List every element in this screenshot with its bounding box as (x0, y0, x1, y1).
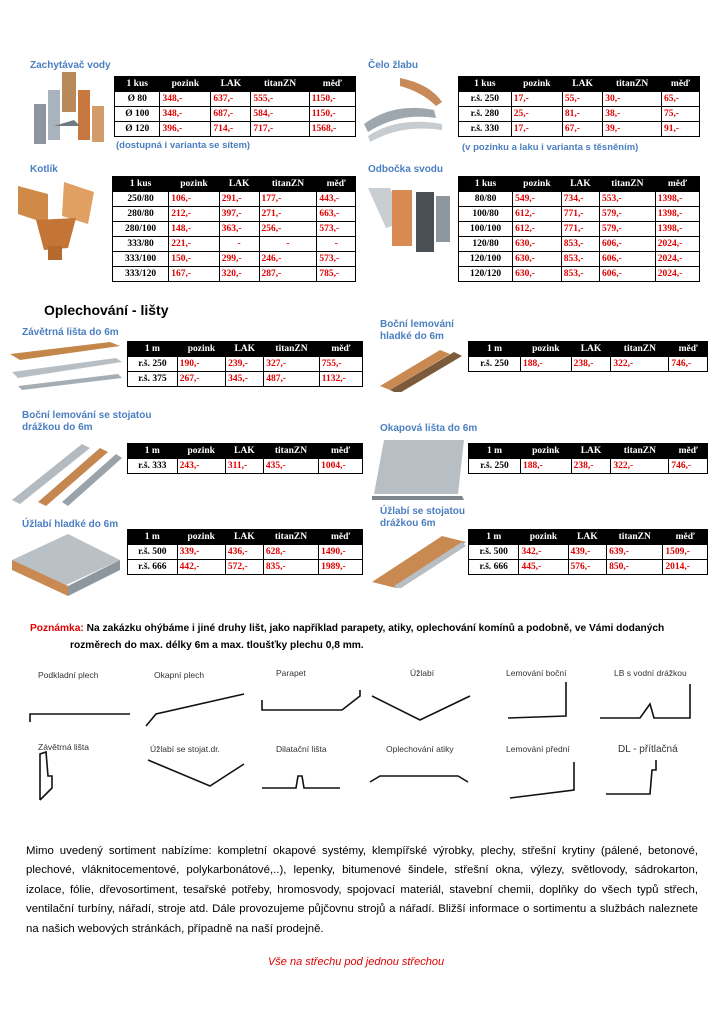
table-cell: 327,- (264, 357, 319, 372)
profile-atiky (370, 776, 468, 782)
product-image-zachytavac (28, 70, 110, 150)
table-cell: 150,- (169, 252, 220, 267)
price-table-kotlik (112, 176, 356, 282)
table-header-cell: LAK (571, 444, 611, 459)
table-header-cell: LAK (568, 530, 607, 545)
table-header-cell: LAK (211, 77, 251, 92)
profile-okapni (146, 694, 244, 726)
price-table-uzlabi-hladke (127, 529, 363, 575)
table-cell: 1568,- (309, 122, 355, 137)
table-cell: 120/120 (459, 267, 513, 282)
table-header-cell: 1 m (469, 530, 519, 545)
table-header-cell: měď (309, 77, 355, 92)
table-cell: 30,- (603, 92, 662, 107)
strip-image-okapova (370, 436, 468, 500)
note-label: Poznámka: (30, 623, 84, 634)
table-header-cell: měď (317, 177, 356, 192)
diagram-label-lemovani-bocni: Lemování boční (506, 668, 567, 678)
table-cell: 148,- (169, 222, 220, 237)
table-cell: 106,- (169, 192, 220, 207)
table-cell: 17,- (511, 92, 562, 107)
table-header-cell: měď (319, 342, 362, 357)
product-note-celo-zlabu: (v pozinku a laku i varianta s těsněním) (462, 142, 639, 153)
table-cell: 445,- (519, 560, 568, 575)
table-header-cell: LAK (571, 342, 611, 357)
table-cell: 443,- (317, 192, 356, 207)
table-cell: Ø 100 (115, 107, 160, 122)
diagram-label-lemovani-predni: Lemování přední (506, 744, 570, 754)
table-cell: 396,- (160, 122, 211, 137)
diagram-label-okapni: Okapní plech (154, 670, 205, 680)
table-cell: 397,- (219, 207, 259, 222)
table-cell: 1398,- (655, 207, 699, 222)
table-cell: 612,- (513, 222, 562, 237)
table-header-cell: LAK (562, 77, 602, 92)
table-cell: 549,- (513, 192, 562, 207)
table-cell: 714,- (211, 122, 251, 137)
table-header-cell: měď (669, 342, 708, 357)
table-cell: 1004,- (319, 459, 363, 474)
table-header-cell: měď (319, 530, 363, 545)
table-row (469, 530, 708, 545)
info-paragraph: Mimo uvedený sortiment nabízíme: kompletní okapové systémy, klempířské výrobky, plechy, střešní krytiny (pálené, betonové, plechové, vláknitocementové, polykarbonátové,..), lepenky, bitumenové šindele, střešní okna, výlezy, světlovody, sádrokarton, izolace, fólie, dřevosortiment, tesařské potřeby, hromosvody, spojovací materiál, stavební chemii, doplňky do všech typů střech, ventilační turbíny, nářadí, stroje atd. Dále provozujeme půjčovnu strojů a nářadí. Bližší informace o sortimentu a službách naleznete na našich webových stránkách, případně na naší prodejně. (26, 845, 698, 935)
table-row (113, 252, 356, 267)
table-cell: 212,- (169, 207, 220, 222)
table-cell: 606,- (600, 267, 656, 282)
table-cell: Ø 120 (115, 122, 160, 137)
table-row (113, 177, 356, 192)
table-cell: 2014,- (663, 560, 708, 575)
strip-title-okapova: Okapová lišta do 6m (380, 423, 478, 434)
table-row (459, 107, 700, 122)
table-header-cell: titanZN (603, 77, 662, 92)
table-row (128, 342, 363, 357)
table-header-cell: titanZN (611, 444, 669, 459)
table-cell: 771,- (561, 222, 599, 237)
table-cell: 100/100 (459, 222, 513, 237)
table-cell: 1509,- (663, 545, 708, 560)
diagram-label-atiky: Oplechování atiky (386, 744, 454, 754)
table-cell: 67,- (562, 122, 602, 137)
product-title-odbocka: Odbočka svodu (368, 164, 444, 175)
strip-image-uzlabi-drazka (370, 532, 468, 588)
table-header-cell: pozink (169, 177, 220, 192)
table-header-cell: pozink (511, 77, 562, 92)
table-row (115, 92, 356, 107)
strip-image-bocni-drazka (10, 440, 122, 506)
profile-parapet (262, 690, 360, 710)
table-cell: r.š. 250 (469, 459, 521, 474)
table-cell: 348,- (160, 92, 211, 107)
table-cell: 256,- (259, 222, 317, 237)
table-cell: 65,- (661, 92, 699, 107)
table-cell: 606,- (600, 252, 656, 267)
profile-uzlabi (372, 696, 470, 720)
table-cell: 755,- (319, 357, 362, 372)
table-cell: 576,- (568, 560, 607, 575)
table-cell: r.š. 500 (128, 545, 178, 560)
table-header-cell: měď (655, 177, 699, 192)
table-row (113, 267, 356, 282)
price-table-bocni-drazka (127, 443, 363, 474)
table-cell: 221,- (169, 237, 220, 252)
table-cell: 2024,- (655, 237, 699, 252)
diagram-label-dl-pritlacna: DL - přítlačná (618, 744, 678, 755)
table-header-cell: 1 kus (113, 177, 169, 192)
table-cell: 91,- (661, 122, 699, 137)
table-cell: 436,- (225, 545, 263, 560)
product-note-zachytavac: (dostupná i varianta se sítem) (116, 140, 251, 151)
table-cell: r.š. 280 (459, 107, 512, 122)
table-cell: - (317, 237, 356, 252)
table-cell: 17,- (511, 122, 562, 137)
table-cell: 75,- (661, 107, 699, 122)
table-cell: r.š. 666 (469, 560, 519, 575)
table-row (469, 560, 708, 575)
table-cell: 850,- (607, 560, 663, 575)
table-cell: 573,- (317, 222, 356, 237)
table-row (128, 530, 363, 545)
diagram-label-podkladni: Podkladní plech (38, 670, 99, 680)
table-cell: 630,- (513, 252, 562, 267)
table-cell: 188,- (521, 459, 572, 474)
table-cell: 573,- (317, 252, 356, 267)
diagram-label-uzlabi: Úžlabí (410, 668, 435, 678)
table-cell: r.š. 330 (459, 122, 512, 137)
table-row (113, 207, 356, 222)
table-cell: 348,- (160, 107, 211, 122)
strip-image-bocni-hladke (376, 346, 466, 392)
table-row (115, 107, 356, 122)
table-cell: 345,- (226, 372, 264, 387)
table-row (469, 342, 708, 357)
price-table-zavetrna (127, 341, 363, 387)
table-header-cell: pozink (519, 530, 568, 545)
table-header-cell: titanZN (263, 444, 318, 459)
profile-lemovani-predni (510, 762, 574, 798)
price-table-celo-zlabu (458, 76, 700, 137)
table-header-cell: 1 m (128, 444, 178, 459)
table-cell: 717,- (251, 122, 309, 137)
table-cell: 291,- (219, 192, 259, 207)
table-cell: 442,- (177, 560, 225, 575)
table-cell: 100/80 (459, 207, 513, 222)
table-cell: 333/120 (113, 267, 169, 282)
slogan: Vše na střechu pod jednou střechou (267, 956, 445, 968)
profile-dilatacni (262, 776, 340, 788)
table-header-cell: 1 kus (459, 177, 513, 192)
profile-lb-vodni (600, 684, 690, 718)
table-cell: 250/80 (113, 192, 169, 207)
table-header-cell: LAK (219, 177, 259, 192)
table-cell: 320,- (219, 267, 259, 282)
table-cell: 572,- (225, 560, 263, 575)
table-row (469, 545, 708, 560)
table-cell: 663,- (317, 207, 356, 222)
table-header-cell: pozink (177, 342, 225, 357)
table-header-cell: titanZN (263, 530, 318, 545)
table-row (128, 560, 363, 575)
product-image-celo-zlabu (360, 72, 452, 148)
table-cell: r.š. 250 (469, 357, 521, 372)
profile-uzlabi-stojat (148, 760, 244, 786)
table-row (128, 545, 363, 560)
table-row (459, 237, 700, 252)
table-row (469, 444, 708, 459)
table-cell: 39,- (603, 122, 662, 137)
table-cell: 322,- (611, 357, 669, 372)
profile-podkladni (30, 714, 130, 722)
note-text-line2: rozměrech do max. délky 6m a max. tloušťky plechu 0,8 mm. (70, 640, 364, 651)
table-cell: 637,- (211, 92, 251, 107)
table-cell: 785,- (317, 267, 356, 282)
diagram-label-zavetrna: Závětrná lišta (38, 742, 90, 752)
table-header-cell: LAK (225, 530, 263, 545)
table-header-cell: titanZN (251, 77, 309, 92)
table-cell: 267,- (177, 372, 225, 387)
table-cell: 584,- (251, 107, 309, 122)
table-row (459, 177, 700, 192)
diagram-label-parapet: Parapet (276, 668, 306, 678)
table-header-cell: pozink (177, 530, 225, 545)
table-cell: 612,- (513, 207, 562, 222)
table-cell: 835,- (263, 560, 318, 575)
table-cell: 299,- (219, 252, 259, 267)
table-cell: 853,- (561, 237, 599, 252)
table-cell: 630,- (513, 237, 562, 252)
table-cell: Ø 80 (115, 92, 160, 107)
table-cell: r.š. 500 (469, 545, 519, 560)
table-header-cell: 1 m (128, 530, 178, 545)
price-table-odbocka (458, 176, 700, 282)
table-row (128, 444, 363, 459)
table-cell: 243,- (177, 459, 225, 474)
table-cell: r.š. 250 (128, 357, 178, 372)
diagram-label-lb-vodni: LB s vodní drážkou (614, 668, 687, 678)
table-cell: 746,- (669, 459, 708, 474)
table-cell: 1132,- (319, 372, 362, 387)
table-cell: 120/80 (459, 237, 513, 252)
diagram-label-uzlabi-stojat: Úžlabí se stojat.dr. (150, 744, 220, 754)
table-cell: 167,- (169, 267, 220, 282)
table-header-cell: 1 kus (115, 77, 160, 92)
table-cell: 628,- (263, 545, 318, 560)
table-cell: 1490,- (319, 545, 363, 560)
table-row (459, 222, 700, 237)
table-cell: 38,- (603, 107, 662, 122)
table-cell: 2024,- (655, 252, 699, 267)
table-cell: 579,- (600, 222, 656, 237)
table-header-cell: pozink (177, 444, 225, 459)
table-cell: 55,- (562, 92, 602, 107)
table-cell: 311,- (225, 459, 263, 474)
table-cell: 80/80 (459, 192, 513, 207)
table-cell: 771,- (561, 207, 599, 222)
table-cell: 435,- (263, 459, 318, 474)
table-cell: 333/100 (113, 252, 169, 267)
table-cell: 190,- (177, 357, 225, 372)
table-header-cell: pozink (521, 342, 572, 357)
table-cell: 81,- (562, 107, 602, 122)
table-cell: 322,- (611, 459, 669, 474)
table-cell: 1150,- (309, 107, 355, 122)
table-row (459, 77, 700, 92)
diagram-label-dilatacni: Dilatační lišta (276, 744, 327, 754)
table-cell: 1398,- (655, 192, 699, 207)
table-header-cell: 1 m (469, 342, 521, 357)
section-title: Oplechování - lišty (44, 302, 169, 318)
table-header-cell: LAK (561, 177, 599, 192)
product-title-zachytavac: Zachytávač vody (30, 60, 111, 71)
table-cell: 439,- (568, 545, 607, 560)
profile-lemovani-bocni (508, 682, 566, 718)
table-row (128, 459, 363, 474)
note-block (30, 623, 710, 634)
strip-image-zavetrna (8, 338, 124, 392)
table-cell: 177,- (259, 192, 317, 207)
table-cell: 333/80 (113, 237, 169, 252)
table-row (113, 222, 356, 237)
table-cell: 853,- (561, 252, 599, 267)
table-cell: 342,- (519, 545, 568, 560)
table-cell: 555,- (251, 92, 309, 107)
table-row (128, 372, 363, 387)
table-header-cell: měď (669, 444, 708, 459)
table-row (469, 357, 708, 372)
table-row (469, 459, 708, 474)
price-table-bocni-hladke (468, 341, 708, 372)
table-cell: 734,- (561, 192, 599, 207)
table-cell: 287,- (259, 267, 317, 282)
table-cell: r.š. 333 (128, 459, 178, 474)
product-image-kotlik (6, 176, 106, 262)
table-cell: 487,- (264, 372, 319, 387)
table-cell: 238,- (571, 459, 611, 474)
table-row (459, 92, 700, 107)
strip-title-uzlabi-hladke: Úžlabí hladké do 6m (22, 519, 119, 530)
table-header-cell: měď (319, 444, 363, 459)
table-cell: r.š. 250 (459, 92, 512, 107)
table-header-cell: LAK (225, 444, 263, 459)
table-cell: 363,- (219, 222, 259, 237)
note-text-line1: Na zakázku ohýbáme i jiné druhy lišt, jako například parapety, atiky, oplechování komínů a podobně, ve Vámi dodaných (86, 623, 665, 634)
table-header-cell: titanZN (259, 177, 317, 192)
table-cell: r.š. 666 (128, 560, 178, 575)
table-cell: 271,- (259, 207, 317, 222)
table-header-cell: 1 m (128, 342, 178, 357)
table-cell: 853,- (561, 267, 599, 282)
product-image-odbocka (362, 182, 454, 262)
table-cell: 246,- (259, 252, 317, 267)
table-header-cell: LAK (226, 342, 264, 357)
profile-dl-pritlacna (606, 760, 656, 794)
profile-diagrams (0, 660, 724, 810)
strip-image-uzlabi-hladke (8, 530, 124, 600)
table-cell: 1150,- (309, 92, 355, 107)
table-cell: 188,- (521, 357, 572, 372)
table-row (113, 237, 356, 252)
table-cell: 579,- (600, 207, 656, 222)
table-cell: 553,- (600, 192, 656, 207)
table-cell: 280/80 (113, 207, 169, 222)
price-table-okapova (468, 443, 708, 474)
table-header-cell: titanZN (611, 342, 669, 357)
table-header-cell: měď (663, 530, 708, 545)
table-cell: 239,- (226, 357, 264, 372)
table-cell: 687,- (211, 107, 251, 122)
table-header-cell: titanZN (607, 530, 663, 545)
profile-zavetrna (40, 752, 52, 800)
table-header-cell: titanZN (600, 177, 656, 192)
table-cell: 746,- (669, 357, 708, 372)
table-header-cell: pozink (521, 444, 572, 459)
table-row (115, 122, 356, 137)
table-cell: 2024,- (655, 267, 699, 282)
table-cell: 1989,- (319, 560, 363, 575)
table-row (113, 192, 356, 207)
table-header-cell: pozink (160, 77, 211, 92)
price-table-zachytavac (114, 76, 356, 137)
table-cell: 25,- (511, 107, 562, 122)
table-row (459, 122, 700, 137)
table-cell: 339,- (177, 545, 225, 560)
table-row (459, 252, 700, 267)
table-row (459, 192, 700, 207)
table-row (115, 77, 356, 92)
table-header-cell: titanZN (264, 342, 319, 357)
table-cell: 1398,- (655, 222, 699, 237)
table-header-cell: 1 kus (459, 77, 512, 92)
strip-title-bocni-hladke: Boční lemování hladké do 6m (380, 319, 454, 342)
table-row (128, 357, 363, 372)
table-header-cell: měď (661, 77, 699, 92)
table-cell: 238,- (571, 357, 611, 372)
table-row (459, 207, 700, 222)
table-cell: - (219, 237, 259, 252)
table-cell: 639,- (607, 545, 663, 560)
table-cell: 630,- (513, 267, 562, 282)
product-title-celo-zlabu: Čelo žlabu (368, 60, 419, 71)
product-title-kotlik: Kotlík (30, 164, 58, 175)
table-header-cell: 1 m (469, 444, 521, 459)
table-cell: 120/100 (459, 252, 513, 267)
strip-title-bocni-drazka: Boční lemování se stojatou drážkou do 6m (22, 410, 152, 433)
table-cell: - (259, 237, 317, 252)
table-cell: 606,- (600, 237, 656, 252)
table-header-cell: pozink (513, 177, 562, 192)
strip-title-zavetrna: Závětrná lišta do 6m (22, 327, 119, 338)
price-table-uzlabi-drazka (468, 529, 708, 575)
table-cell: r.š. 375 (128, 372, 178, 387)
strip-title-uzlabi-drazka: Úžlabí se stojatou drážkou 6m (380, 506, 466, 529)
table-row (459, 267, 700, 282)
table-cell: 280/100 (113, 222, 169, 237)
